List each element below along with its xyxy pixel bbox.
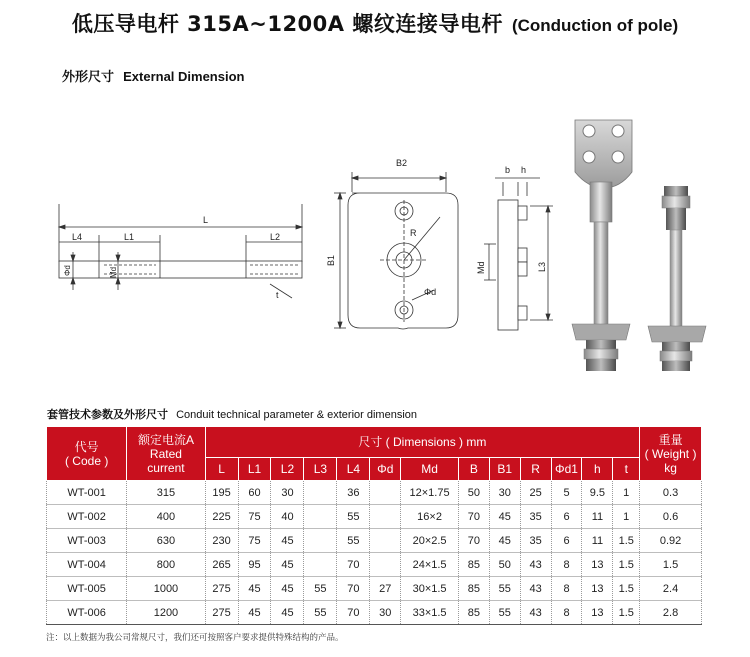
dim-label-phi-d-hole: Φd — [424, 287, 437, 297]
dim-label-r: R — [410, 228, 417, 238]
table-cell: 400 — [127, 505, 205, 529]
dim-label-md: Md — [109, 266, 118, 278]
table-cell: 11 — [582, 529, 613, 553]
dim-label-t: t — [276, 290, 279, 300]
dim-label-l3: L3 — [537, 261, 547, 272]
table-cell: 13 — [582, 553, 613, 577]
table-cell: 25 — [520, 481, 551, 505]
table-cell: 1200 — [127, 601, 205, 625]
table-row — [47, 553, 702, 577]
table-cell: 43 — [520, 601, 551, 625]
table-cell: 33×1.5 — [401, 601, 459, 625]
table-cell: 0.3 — [640, 481, 702, 505]
table-cell: WT-005 — [47, 577, 127, 601]
table-cell: 16×2 — [401, 505, 459, 529]
table-cell: 85 — [458, 601, 489, 625]
table-cell: 30 — [271, 481, 304, 505]
header-dim-l: L — [205, 458, 238, 481]
table-cell: 60 — [238, 481, 271, 505]
table-cell — [370, 529, 401, 553]
table-cell: 50 — [489, 553, 520, 577]
table-cell: 43 — [520, 577, 551, 601]
header-dim-l4: L4 — [337, 458, 370, 481]
table-cell: 70 — [337, 577, 370, 601]
section-heading-chinese: 外形尺寸 — [62, 70, 115, 85]
table-cell: 45 — [271, 601, 304, 625]
table-cell: 75 — [238, 505, 271, 529]
dim-label-L2: L2 — [270, 232, 281, 242]
header-dim-l1: L1 — [238, 458, 271, 481]
table-cell: 35 — [520, 529, 551, 553]
header-dim-h: h — [582, 458, 613, 481]
table-cell: 45 — [238, 601, 271, 625]
header-weight-en1: ( Weight ) — [644, 446, 697, 461]
table-cell — [370, 481, 401, 505]
header-dim-r: R — [520, 458, 551, 481]
table-cell: 275 — [205, 577, 238, 601]
table-cell: 6 — [551, 529, 582, 553]
flange-side-view-drawing — [484, 178, 553, 330]
title-chinese: 低压导电杆 315A~1200A 螺纹连接导电杆 — [71, 12, 503, 36]
table-cell: 45 — [489, 505, 520, 529]
table-cell: 9.5 — [582, 481, 613, 505]
header-rated-current — [127, 427, 205, 481]
table-cell — [370, 505, 401, 529]
table-cell: 265 — [205, 553, 238, 577]
table-cell: 70 — [458, 505, 489, 529]
table-cell: WT-006 — [47, 601, 127, 625]
table-cell: 55 — [304, 577, 337, 601]
section-heading-english: External Dimension — [123, 69, 245, 84]
table-cell: 36 — [337, 481, 370, 505]
product-photo-threaded-pole — [648, 186, 706, 371]
table-cell: 230 — [205, 529, 238, 553]
table-cell: 55 — [489, 601, 520, 625]
table-cell: 1 — [613, 481, 640, 505]
table-cell: 55 — [489, 577, 520, 601]
table-cell: 95 — [238, 553, 271, 577]
footnote: 注：以上数据为我公司常规尺寸，我们还可按照客户要求提供特殊结构的产品。 — [46, 633, 344, 643]
dim-label-L1: L1 — [124, 232, 135, 242]
header-dim-b: B — [458, 458, 489, 481]
table-caption-chinese: 套管技术参数及外形尺寸 — [47, 408, 168, 421]
dim-label-md-side: Md — [476, 261, 486, 274]
table-cell: 40 — [271, 505, 304, 529]
header-dim-md: Md — [401, 458, 459, 481]
table-cell: 13 — [582, 601, 613, 625]
table-cell: 55 — [337, 529, 370, 553]
table-cell: 45 — [238, 577, 271, 601]
table-cell: 2.4 — [640, 577, 702, 601]
table-cell: 85 — [458, 577, 489, 601]
header-dim-phi-d1: Φd1 — [551, 458, 582, 481]
table-cell: 630 — [127, 529, 205, 553]
table-cell: 1000 — [127, 577, 205, 601]
spec-table — [46, 426, 702, 625]
table-cell: 8 — [551, 577, 582, 601]
title-english: (Conduction of pole) — [511, 16, 679, 35]
table-cell: 2.8 — [640, 601, 702, 625]
table-cell: 0.6 — [640, 505, 702, 529]
table-cell: 45 — [271, 577, 304, 601]
header-dim-l2: L2 — [271, 458, 304, 481]
pole-side-view-drawing — [59, 204, 302, 298]
table-cell: 1 — [613, 505, 640, 529]
table-cell: 30 — [489, 481, 520, 505]
table-cell: 30 — [370, 601, 401, 625]
header-current-en1: Rated — [149, 446, 182, 461]
table-cell: 8 — [551, 553, 582, 577]
table-cell — [304, 529, 337, 553]
header-current-en2: current — [147, 460, 185, 475]
dim-label-b1: B1 — [326, 254, 336, 266]
header-code-en: ( Code ) — [64, 453, 109, 468]
table-cell: WT-004 — [47, 553, 127, 577]
table-row — [47, 529, 702, 553]
page-title — [0, 8, 750, 38]
table-cell: 45 — [271, 529, 304, 553]
table-cell: 43 — [520, 553, 551, 577]
table-cell: 11 — [582, 505, 613, 529]
table-cell: 315 — [127, 481, 205, 505]
table-cell: 20×2.5 — [401, 529, 459, 553]
table-cell — [304, 553, 337, 577]
table-cell: 75 — [238, 529, 271, 553]
header-weight-cn: 重量 — [658, 432, 683, 447]
flange-plate-drawing — [334, 172, 458, 329]
table-cell — [304, 481, 337, 505]
table-cell: 6 — [551, 505, 582, 529]
table-cell: 70 — [337, 553, 370, 577]
table-row — [47, 481, 702, 505]
table-cell: 1.5 — [613, 529, 640, 553]
header-dim-b1: B1 — [489, 458, 520, 481]
table-cell: 8 — [551, 601, 582, 625]
table-cell: 800 — [127, 553, 205, 577]
dim-label-L4: L4 — [72, 232, 83, 242]
table-cell: 13 — [582, 577, 613, 601]
table-caption-english: Conduit technical parameter & exterior dimension — [176, 409, 417, 421]
table-cell: 225 — [205, 505, 238, 529]
table-cell: 55 — [304, 601, 337, 625]
table-cell: 1.5 — [613, 577, 640, 601]
header-dim-phi-d: Φd — [370, 458, 401, 481]
table-cell: 1.5 — [640, 553, 702, 577]
header-weight — [640, 427, 702, 481]
table-cell: 50 — [458, 481, 489, 505]
table-cell: 195 — [205, 481, 238, 505]
table-cell: 70 — [337, 601, 370, 625]
table-cell: WT-003 — [47, 529, 127, 553]
table-cell: 27 — [370, 577, 401, 601]
table-cell: 1.5 — [613, 601, 640, 625]
table-cell: 55 — [337, 505, 370, 529]
dim-label-b2: B2 — [396, 158, 408, 168]
table-cell: 30×1.5 — [401, 577, 459, 601]
table-cell: 85 — [458, 553, 489, 577]
table-cell: 1.5 — [613, 553, 640, 577]
section-heading — [62, 66, 244, 85]
table-cell — [304, 505, 337, 529]
table-cell: 24×1.5 — [401, 553, 459, 577]
table-cell: WT-001 — [47, 481, 127, 505]
dim-label-b: b — [505, 165, 511, 175]
header-dimensions: 尺寸 ( Dimensions ) mm — [205, 427, 640, 458]
technical-drawings — [0, 100, 750, 400]
header-weight-en2: kg — [664, 460, 677, 475]
table-cell: 5 — [551, 481, 582, 505]
dim-label-L: L — [203, 215, 209, 225]
header-current-cn: 额定电流A — [137, 432, 194, 447]
table-cell: 0.92 — [640, 529, 702, 553]
header-code-cn: 代号 — [74, 439, 99, 454]
dim-label-phi-d: Φd — [63, 265, 72, 276]
table-cell — [370, 553, 401, 577]
dim-label-h: h — [521, 165, 527, 175]
table-cell: 45 — [489, 529, 520, 553]
table-cell: 70 — [458, 529, 489, 553]
table-cell: WT-002 — [47, 505, 127, 529]
header-dim-t: t — [613, 458, 640, 481]
product-photo-lug-pole — [572, 120, 632, 371]
table-row — [47, 601, 702, 625]
header-dim-l3: L3 — [304, 458, 337, 481]
header-code — [47, 427, 127, 481]
table-cell: 45 — [271, 553, 304, 577]
table-row — [47, 577, 702, 601]
table-cell: 35 — [520, 505, 551, 529]
table-cell: 275 — [205, 601, 238, 625]
table-caption — [47, 403, 417, 422]
table-cell: 12×1.75 — [401, 481, 459, 505]
table-row — [47, 505, 702, 529]
